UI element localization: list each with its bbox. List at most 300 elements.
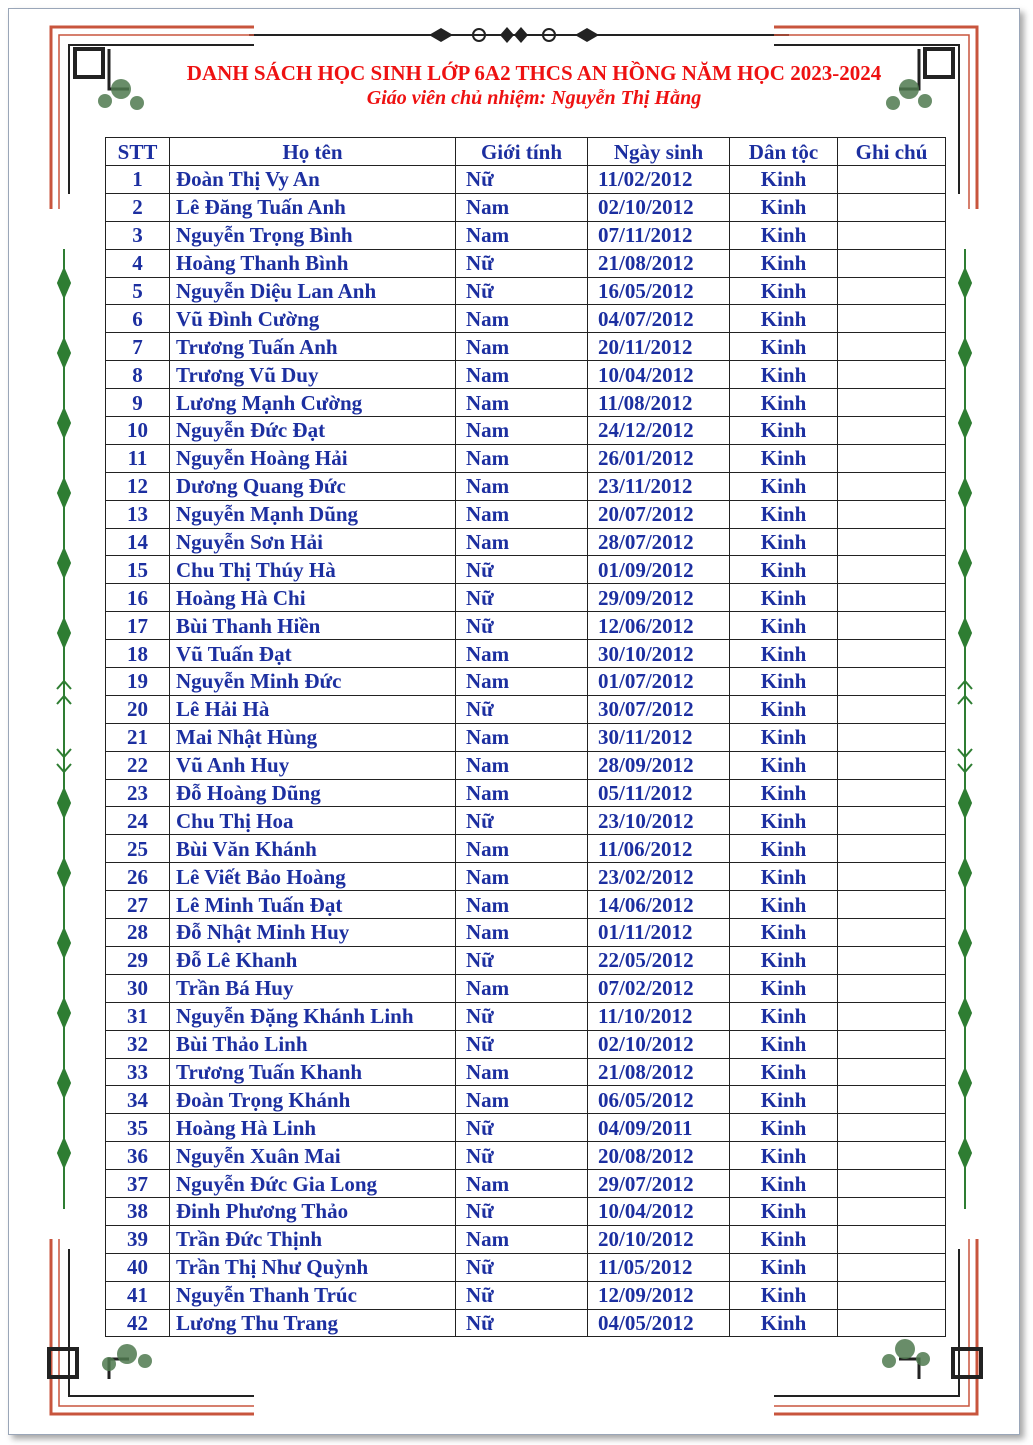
- cell-name: Lương Thu Trang: [170, 1309, 456, 1337]
- cell-birthdate: 05/11/2012: [588, 779, 730, 807]
- cell-notes: [838, 444, 946, 472]
- student-table: [105, 137, 946, 1337]
- cell-stt: 24: [106, 807, 170, 835]
- cell-stt: 19: [106, 668, 170, 696]
- cell-birthdate: 14/06/2012: [588, 891, 730, 919]
- cell-stt: 28: [106, 919, 170, 947]
- cell-name: Đỗ Nhật Minh Huy: [170, 919, 456, 947]
- cell-gender: Nam: [456, 500, 588, 528]
- scroll-ornament-icon: [249, 27, 789, 43]
- cell-stt: 22: [106, 751, 170, 779]
- cell-name: Dương Quang Đức: [170, 472, 456, 500]
- cell-name: Đỗ Hoàng Dũng: [170, 779, 456, 807]
- cell-notes: [838, 249, 946, 277]
- cell-stt: 12: [106, 472, 170, 500]
- cell-notes: [838, 500, 946, 528]
- cell-ethnicity: Kinh: [730, 277, 838, 305]
- cell-name: Lê Hải Hà: [170, 695, 456, 723]
- cell-ethnicity: Kinh: [730, 472, 838, 500]
- cell-gender: Nam: [456, 891, 588, 919]
- cell-gender: Nữ: [456, 166, 588, 194]
- cell-gender: Nam: [456, 640, 588, 668]
- cell-notes: [838, 584, 946, 612]
- cell-ethnicity: Kinh: [730, 1309, 838, 1337]
- cell-gender: Nam: [456, 779, 588, 807]
- cell-notes: [838, 1309, 946, 1337]
- table-row: [106, 221, 946, 249]
- cell-birthdate: 29/09/2012: [588, 584, 730, 612]
- table-row: [106, 277, 946, 305]
- table-row: [106, 305, 946, 333]
- table-row: [106, 584, 946, 612]
- cell-stt: 35: [106, 1114, 170, 1142]
- cell-name: Nguyễn Đức Gia Long: [170, 1170, 456, 1198]
- cell-notes: [838, 612, 946, 640]
- table-row: [106, 1309, 946, 1337]
- cell-notes: [838, 1281, 946, 1309]
- cell-birthdate: 10/04/2012: [588, 1197, 730, 1225]
- cell-birthdate: 07/11/2012: [588, 221, 730, 249]
- column-header-notes: Ghi chú: [838, 138, 946, 166]
- cell-notes: [838, 417, 946, 445]
- table-row: [106, 1114, 946, 1142]
- cell-notes: [838, 751, 946, 779]
- cell-stt: 21: [106, 723, 170, 751]
- column-header-stt: STT: [106, 138, 170, 166]
- cell-gender: Nam: [456, 723, 588, 751]
- cell-gender: Nữ: [456, 1114, 588, 1142]
- cell-stt: 9: [106, 389, 170, 417]
- cell-stt: 40: [106, 1253, 170, 1281]
- cell-name: Lương Mạnh Cường: [170, 389, 456, 417]
- cell-birthdate: 10/04/2012: [588, 361, 730, 389]
- cell-ethnicity: Kinh: [730, 695, 838, 723]
- cell-stt: 37: [106, 1170, 170, 1198]
- table-row: [106, 612, 946, 640]
- table-row: [106, 333, 946, 361]
- cell-birthdate: 12/09/2012: [588, 1281, 730, 1309]
- cell-name: Bùi Văn Khánh: [170, 835, 456, 863]
- cell-stt: 36: [106, 1142, 170, 1170]
- cell-gender: Nữ: [456, 277, 588, 305]
- cell-birthdate: 16/05/2012: [588, 277, 730, 305]
- cell-gender: Nam: [456, 1086, 588, 1114]
- cell-ethnicity: Kinh: [730, 974, 838, 1002]
- table-row: [106, 528, 946, 556]
- cell-ethnicity: Kinh: [730, 584, 838, 612]
- cell-name: Bùi Thảo Linh: [170, 1030, 456, 1058]
- cell-birthdate: 11/08/2012: [588, 389, 730, 417]
- cell-notes: [838, 1253, 946, 1281]
- table-row: [106, 779, 946, 807]
- cell-name: Lê Đăng Tuấn Anh: [170, 193, 456, 221]
- table-row: [106, 695, 946, 723]
- cell-stt: 7: [106, 333, 170, 361]
- cell-birthdate: 23/11/2012: [588, 472, 730, 500]
- cell-notes: [838, 389, 946, 417]
- cell-stt: 29: [106, 946, 170, 974]
- table-row: [106, 751, 946, 779]
- cell-ethnicity: Kinh: [730, 1114, 838, 1142]
- cell-ethnicity: Kinh: [730, 1253, 838, 1281]
- cell-gender: Nữ: [456, 1253, 588, 1281]
- cell-stt: 15: [106, 556, 170, 584]
- table-row: [106, 1030, 946, 1058]
- cell-gender: Nam: [456, 389, 588, 417]
- table-row: [106, 1253, 946, 1281]
- cell-notes: [838, 807, 946, 835]
- cell-ethnicity: Kinh: [730, 1086, 838, 1114]
- cell-stt: 8: [106, 361, 170, 389]
- cell-name: Trương Tuấn Anh: [170, 333, 456, 361]
- cell-gender: Nữ: [456, 1002, 588, 1030]
- cell-gender: Nam: [456, 1170, 588, 1198]
- table-row: [106, 361, 946, 389]
- cell-birthdate: 07/02/2012: [588, 974, 730, 1002]
- cell-ethnicity: Kinh: [730, 1058, 838, 1086]
- cell-birthdate: 22/05/2012: [588, 946, 730, 974]
- table-row: [106, 417, 946, 445]
- homeroom-teacher: Giáo viên chủ nhiệm: Nguyễn Thị Hằng: [366, 87, 702, 109]
- table-row: [106, 668, 946, 696]
- cell-gender: Nam: [456, 974, 588, 1002]
- table-body: [106, 166, 946, 1337]
- cell-gender: Nữ: [456, 1142, 588, 1170]
- cell-name: Chu Thị Thúy Hà: [170, 556, 456, 584]
- cell-birthdate: 30/11/2012: [588, 723, 730, 751]
- table-row: [106, 807, 946, 835]
- cell-ethnicity: Kinh: [730, 333, 838, 361]
- cell-stt: 14: [106, 528, 170, 556]
- cell-birthdate: 02/10/2012: [588, 1030, 730, 1058]
- cell-name: Nguyễn Sơn Hải: [170, 528, 456, 556]
- cell-ethnicity: Kinh: [730, 444, 838, 472]
- cell-birthdate: 11/05/2012: [588, 1253, 730, 1281]
- cell-notes: [838, 946, 946, 974]
- cell-stt: 13: [106, 500, 170, 528]
- cell-ethnicity: Kinh: [730, 807, 838, 835]
- cell-notes: [838, 556, 946, 584]
- table-row: [106, 166, 946, 194]
- cell-ethnicity: Kinh: [730, 193, 838, 221]
- cell-ethnicity: Kinh: [730, 640, 838, 668]
- cell-stt: 10: [106, 417, 170, 445]
- cell-stt: 5: [106, 277, 170, 305]
- cell-birthdate: 12/06/2012: [588, 612, 730, 640]
- cell-gender: Nữ: [456, 1309, 588, 1337]
- cell-name: Hoàng Hà Chi: [170, 584, 456, 612]
- cell-notes: [838, 695, 946, 723]
- cell-ethnicity: Kinh: [730, 1281, 838, 1309]
- table-row: [106, 249, 946, 277]
- cell-notes: [838, 1002, 946, 1030]
- cell-name: Đỗ Lê Khanh: [170, 946, 456, 974]
- cell-name: Nguyễn Đức Đạt: [170, 417, 456, 445]
- cell-ethnicity: Kinh: [730, 1170, 838, 1198]
- cell-notes: [838, 166, 946, 194]
- cell-name: Bùi Thanh Hiền: [170, 612, 456, 640]
- cell-name: Trần Thị Như Quỳnh: [170, 1253, 456, 1281]
- cell-birthdate: 20/10/2012: [588, 1225, 730, 1253]
- cell-ethnicity: Kinh: [730, 389, 838, 417]
- cell-stt: 26: [106, 863, 170, 891]
- cell-name: Trương Tuấn Khanh: [170, 1058, 456, 1086]
- cell-birthdate: 30/07/2012: [588, 695, 730, 723]
- cell-notes: [838, 277, 946, 305]
- cell-notes: [838, 779, 946, 807]
- cell-notes: [838, 361, 946, 389]
- cell-birthdate: 26/01/2012: [588, 444, 730, 472]
- cell-ethnicity: Kinh: [730, 863, 838, 891]
- cell-gender: Nữ: [456, 695, 588, 723]
- cell-stt: 20: [106, 695, 170, 723]
- cell-birthdate: 11/06/2012: [588, 835, 730, 863]
- cell-birthdate: 01/07/2012: [588, 668, 730, 696]
- cell-notes: [838, 919, 946, 947]
- cell-stt: 16: [106, 584, 170, 612]
- cell-stt: 33: [106, 1058, 170, 1086]
- cell-birthdate: 21/08/2012: [588, 1058, 730, 1086]
- cell-birthdate: 29/07/2012: [588, 1170, 730, 1198]
- table-row: [106, 444, 946, 472]
- cell-gender: Nam: [456, 863, 588, 891]
- cell-notes: [838, 221, 946, 249]
- cell-birthdate: 11/10/2012: [588, 1002, 730, 1030]
- column-header-gender: Giới tính: [456, 138, 588, 166]
- cell-ethnicity: Kinh: [730, 361, 838, 389]
- cell-gender: Nữ: [456, 946, 588, 974]
- table-row: [106, 919, 946, 947]
- cell-name: Đinh Phương Thảo: [170, 1197, 456, 1225]
- cell-gender: Nữ: [456, 1281, 588, 1309]
- cell-stt: 6: [106, 305, 170, 333]
- cell-gender: Nữ: [456, 612, 588, 640]
- cell-birthdate: 24/12/2012: [588, 417, 730, 445]
- cell-birthdate: 20/11/2012: [588, 333, 730, 361]
- cell-stt: 32: [106, 1030, 170, 1058]
- cell-birthdate: 02/10/2012: [588, 193, 730, 221]
- cell-name: Vũ Tuấn Đạt: [170, 640, 456, 668]
- cell-ethnicity: Kinh: [730, 249, 838, 277]
- table-row: [106, 835, 946, 863]
- cell-ethnicity: Kinh: [730, 528, 838, 556]
- cell-gender: Nữ: [456, 584, 588, 612]
- cell-birthdate: 23/02/2012: [588, 863, 730, 891]
- cell-gender: Nam: [456, 444, 588, 472]
- cell-gender: Nam: [456, 193, 588, 221]
- table-row: [106, 946, 946, 974]
- cell-name: Đoàn Thị Vy An: [170, 166, 456, 194]
- table-row: [106, 1002, 946, 1030]
- cell-stt: 2: [106, 193, 170, 221]
- cell-stt: 30: [106, 974, 170, 1002]
- cell-birthdate: 04/05/2012: [588, 1309, 730, 1337]
- cell-ethnicity: Kinh: [730, 919, 838, 947]
- cell-name: Lê Minh Tuấn Đạt: [170, 891, 456, 919]
- cell-gender: Nam: [456, 361, 588, 389]
- cell-stt: 31: [106, 1002, 170, 1030]
- cell-stt: 34: [106, 1086, 170, 1114]
- cell-stt: 1: [106, 166, 170, 194]
- column-header-ethnicity: Dân tộc: [730, 138, 838, 166]
- column-header-birthdate: Ngày sinh: [588, 138, 730, 166]
- cell-ethnicity: Kinh: [730, 891, 838, 919]
- table-row: [106, 556, 946, 584]
- table-row: [106, 472, 946, 500]
- cell-ethnicity: Kinh: [730, 417, 838, 445]
- table-row: [106, 1225, 946, 1253]
- cell-name: Nguyễn Đặng Khánh Linh: [170, 1002, 456, 1030]
- table-row: [106, 193, 946, 221]
- cell-gender: Nam: [456, 751, 588, 779]
- cell-name: Trần Bá Huy: [170, 974, 456, 1002]
- cell-notes: [838, 974, 946, 1002]
- cell-name: Nguyễn Hoàng Hải: [170, 444, 456, 472]
- cell-name: Mai Nhật Hùng: [170, 723, 456, 751]
- cell-name: Hoàng Hà Linh: [170, 1114, 456, 1142]
- cell-notes: [838, 1086, 946, 1114]
- cell-stt: 17: [106, 612, 170, 640]
- cell-name: Nguyễn Trọng Bình: [170, 221, 456, 249]
- cell-gender: Nam: [456, 305, 588, 333]
- cell-notes: [838, 640, 946, 668]
- cell-notes: [838, 1058, 946, 1086]
- column-header-name: Họ tên: [170, 138, 456, 166]
- cell-name: Trần Đức Thịnh: [170, 1225, 456, 1253]
- cell-gender: Nam: [456, 1225, 588, 1253]
- cell-stt: 27: [106, 891, 170, 919]
- cell-stt: 3: [106, 221, 170, 249]
- cell-name: Nguyễn Thanh Trúc: [170, 1281, 456, 1309]
- table-row: [106, 863, 946, 891]
- cell-gender: Nữ: [456, 1197, 588, 1225]
- cell-ethnicity: Kinh: [730, 751, 838, 779]
- cell-gender: Nam: [456, 417, 588, 445]
- cell-gender: Nữ: [456, 807, 588, 835]
- cell-gender: Nữ: [456, 1030, 588, 1058]
- vine-ornament-icon: [958, 249, 972, 1209]
- cell-ethnicity: Kinh: [730, 723, 838, 751]
- cell-stt: 23: [106, 779, 170, 807]
- cell-notes: [838, 333, 946, 361]
- cell-notes: [838, 835, 946, 863]
- table-row: [106, 1197, 946, 1225]
- cell-birthdate: 11/02/2012: [588, 166, 730, 194]
- cell-birthdate: 04/07/2012: [588, 305, 730, 333]
- cell-birthdate: 23/10/2012: [588, 807, 730, 835]
- cell-gender: Nữ: [456, 249, 588, 277]
- cell-notes: [838, 1197, 946, 1225]
- table-row: [106, 640, 946, 668]
- cell-notes: [838, 863, 946, 891]
- cell-ethnicity: Kinh: [730, 1142, 838, 1170]
- table-row: [106, 1058, 946, 1086]
- cell-name: Nguyễn Xuân Mai: [170, 1142, 456, 1170]
- cell-birthdate: 30/10/2012: [588, 640, 730, 668]
- cell-name: Nguyễn Minh Đức: [170, 668, 456, 696]
- cell-birthdate: 06/05/2012: [588, 1086, 730, 1114]
- cell-name: Chu Thị Hoa: [170, 807, 456, 835]
- cell-gender: Nam: [456, 221, 588, 249]
- cell-name: Lê Viết Bảo Hoàng: [170, 863, 456, 891]
- cell-stt: 39: [106, 1225, 170, 1253]
- cell-notes: [838, 1170, 946, 1198]
- cell-stt: 42: [106, 1309, 170, 1337]
- cell-stt: 25: [106, 835, 170, 863]
- cell-ethnicity: Kinh: [730, 500, 838, 528]
- table-row: [106, 1281, 946, 1309]
- cell-name: Nguyễn Mạnh Dũng: [170, 500, 456, 528]
- cell-name: Trương Vũ Duy: [170, 361, 456, 389]
- cell-name: Nguyễn Diệu Lan Anh: [170, 277, 456, 305]
- cell-ethnicity: Kinh: [730, 556, 838, 584]
- cell-notes: [838, 1114, 946, 1142]
- table-row: [106, 1142, 946, 1170]
- cell-name: Vũ Đình Cường: [170, 305, 456, 333]
- cell-birthdate: 01/11/2012: [588, 919, 730, 947]
- cell-birthdate: 20/07/2012: [588, 500, 730, 528]
- cell-notes: [838, 1142, 946, 1170]
- vine-ornament-icon: [57, 249, 71, 1209]
- cell-notes: [838, 891, 946, 919]
- cell-birthdate: 28/09/2012: [588, 751, 730, 779]
- cell-ethnicity: Kinh: [730, 612, 838, 640]
- cell-gender: Nữ: [456, 556, 588, 584]
- cell-notes: [838, 472, 946, 500]
- cell-ethnicity: Kinh: [730, 1197, 838, 1225]
- cell-notes: [838, 528, 946, 556]
- cell-stt: 4: [106, 249, 170, 277]
- table-row: [106, 1170, 946, 1198]
- table-header-row: [106, 138, 946, 166]
- cell-gender: Nam: [456, 1058, 588, 1086]
- cell-name: Đoàn Trọng Khánh: [170, 1086, 456, 1114]
- table-row: [106, 1086, 946, 1114]
- cell-gender: Nam: [456, 668, 588, 696]
- cell-notes: [838, 193, 946, 221]
- table-row: [106, 389, 946, 417]
- cell-name: Vũ Anh Huy: [170, 751, 456, 779]
- cell-birthdate: 01/09/2012: [588, 556, 730, 584]
- cell-gender: Nam: [456, 528, 588, 556]
- table-row: [106, 500, 946, 528]
- cell-notes: [838, 1225, 946, 1253]
- cell-notes: [838, 668, 946, 696]
- cell-ethnicity: Kinh: [730, 946, 838, 974]
- cell-ethnicity: Kinh: [730, 305, 838, 333]
- cell-gender: Nam: [456, 333, 588, 361]
- cell-stt: 18: [106, 640, 170, 668]
- cell-ethnicity: Kinh: [730, 1225, 838, 1253]
- cell-ethnicity: Kinh: [730, 1030, 838, 1058]
- cell-ethnicity: Kinh: [730, 1002, 838, 1030]
- cell-gender: Nam: [456, 919, 588, 947]
- cell-notes: [838, 1030, 946, 1058]
- cell-birthdate: 04/09/2011: [588, 1114, 730, 1142]
- cell-birthdate: 20/08/2012: [588, 1142, 730, 1170]
- cell-notes: [838, 305, 946, 333]
- cell-notes: [838, 723, 946, 751]
- cell-name: Hoàng Thanh Bình: [170, 249, 456, 277]
- table-row: [106, 723, 946, 751]
- cell-ethnicity: Kinh: [730, 166, 838, 194]
- cell-stt: 38: [106, 1197, 170, 1225]
- cell-birthdate: 28/07/2012: [588, 528, 730, 556]
- cell-ethnicity: Kinh: [730, 835, 838, 863]
- cell-stt: 41: [106, 1281, 170, 1309]
- table-row: [106, 974, 946, 1002]
- document-page: [8, 8, 1020, 1435]
